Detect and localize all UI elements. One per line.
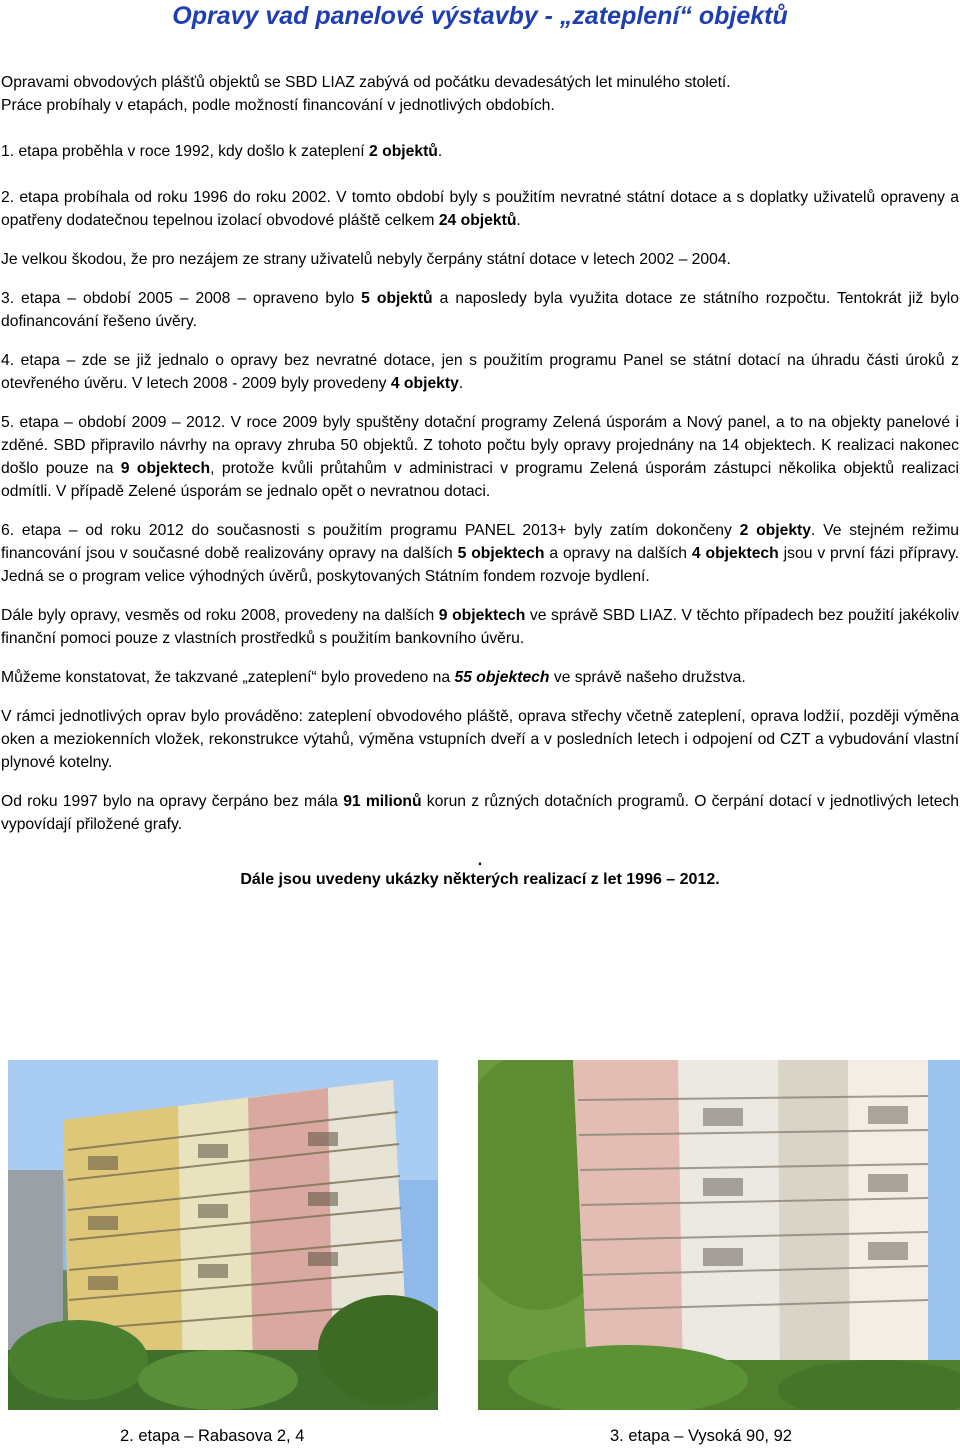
funding-paragraph <box>1 790 959 836</box>
etapa5-text: 5. etapa – období 2009 – 2012. V roce 2009 byly spuštěny dotační programy Zelená úsporám a Nový panel, a to na objekty panelové i zděné. SBD připravilo návrhy na opravy zhruba 50 objektů. Z tohoto počtu byly opravy projednány na 14 objektech. K realizaci nakonec došlo pouze na <box>1 414 959 477</box>
summary-count: 55 objektech <box>454 669 550 686</box>
photo-vysoka <box>478 1060 960 1410</box>
etapa4-end: . <box>458 375 464 392</box>
page-title: Opravy vad panelové výstavby - „zateplení“ objektů <box>172 2 788 30</box>
etapa6-count-ongoing: 5 objektech <box>457 545 545 562</box>
etapa3-count: 5 objektů <box>361 290 433 307</box>
loss-paragraph: Je velkou škodou, že pro nezájem ze strany uživatelů nebyly čerpány státní dotace v letech 2002 – 2004. <box>1 251 731 268</box>
etapa5-paragraph <box>1 411 959 503</box>
intro-paragraph <box>1 71 959 117</box>
etapa6-text-2: . Ve stejném režimu financování jsou v současné době realizovány opravy na dalších <box>1 522 959 562</box>
etapa6-paragraph <box>1 519 959 588</box>
funding-text: Od roku 1997 bylo na opravy čerpáno bez mála <box>1 793 344 810</box>
intro-line-1: Opravami obvodových plášťů objektů se SBD LIAZ zabývá od počátku devadesátých let minulého století. <box>1 74 731 91</box>
etapa3-end: a naposledy byla využita dotace ze státního rozpočtu. Tentokrát již bylo dofinancování řešeno úvěry. <box>1 290 959 330</box>
etapa1-paragraph <box>1 140 959 163</box>
etapa4-text: 4. etapa – zde se již jednalo o opravy bez nevratné dotace, jen s použitím programu Panel se státní dotací na úhradu části úroků z otevřeného úvěru. V letech 2008 - 2009 byly provedeny <box>1 352 959 392</box>
scope-paragraph: V rámci jednotlivých oprav bylo prováděno: zateplení obvodového pláště, oprava střechy včetně zateplení, oprava lodžií, později výměna oken a meziokenních vložek, rekonstrukce výtahů, výměna vstupních dveří a v posledních letech i odpojení od CZT a vybudování vlastní plynové kotelny. <box>1 708 959 771</box>
photo-rabasova-caption: 2. etapa – Rabasova 2, 4 <box>120 1427 305 1445</box>
etapa6-text: 6. etapa – od roku 2012 do současnosti s použitím programu PANEL 2013+ byly zatím dokončeny <box>1 522 740 539</box>
etapa4-paragraph <box>1 349 959 395</box>
photo-vysoka-caption: 3. etapa – Vysoká 90, 92 <box>610 1427 792 1445</box>
etapa4-count: 4 objekty <box>390 375 459 392</box>
etapa2-end: . <box>516 212 521 229</box>
further-text: Dále byly opravy, vesměs od roku 2008, provedeny na dalších <box>1 607 439 624</box>
etapa1-end: . <box>437 143 443 160</box>
etapa2-paragraph <box>1 186 959 232</box>
etapa3-paragraph <box>1 287 959 333</box>
intro-line-2: Práce probíhaly v etapách, podle možností financování v jednotlivých obdobích. <box>1 97 555 114</box>
further-count: 9 objektech <box>438 607 526 624</box>
separator-dot: . <box>477 852 483 869</box>
etapa3-text: 3. etapa – období 2005 – 2008 – opraveno bylo <box>1 290 362 307</box>
etapa5-count: 9 objektech <box>120 460 211 477</box>
etapa2-count: 24 objektů <box>438 212 517 229</box>
etapa2-text: 2. etapa probíhala od roku 1996 do roku 2002. V tomto období byly s použitím nevratné státní dotace a s doplatky uživatelů opraveny a opatřeny dodatečnou tepelnou izolací obvodové pláště celkem <box>1 189 959 229</box>
document-body <box>1 71 959 892</box>
etapa1-text: 1. etapa proběhla v roce 1992, kdy došlo k zateplení <box>1 143 370 160</box>
etapa6-count-prep: 4 objektech <box>691 545 779 562</box>
summary-paragraph <box>1 666 959 689</box>
further-end: ve správě SBD LIAZ. V těchto případech bez použití jakékoliv finanční pomoci pouze z vlastních prostředků s použitím bankovního úvěru. <box>1 607 960 647</box>
photo-rabasova <box>8 1060 438 1410</box>
funding-amount: 91 milionů <box>343 793 422 810</box>
examples-heading: Dále jsou uvedeny ukázky některých realizací z let 1996 – 2012. <box>240 871 720 888</box>
etapa6-text-3: a opravy na dalších <box>544 545 692 562</box>
etapa5-end: , protože kvůli průtahům v administraci v programu Zelená úsporám zástupci několika objektů realizaci odmítli. V případě Zelené úsporám se jednalo opět o nevratnou dotaci. <box>1 460 959 500</box>
funding-end: korun z různých dotačních programů. O čerpání dotací v jednotlivých letech vypovídají přiložené grafy. <box>1 793 959 833</box>
etapa1-count: 2 objektů <box>369 143 438 160</box>
further-paragraph <box>1 604 959 650</box>
etapa6-text-4: jsou v první fázi přípravy. Jedná se o program velice výhodných úvěrů, poskytovaných Státním fondem rozvoje bydlení. <box>1 545 960 585</box>
summary-end: ve správě našeho družstva. <box>549 669 746 686</box>
etapa6-count-done: 2 objekty <box>739 522 812 539</box>
summary-text: Můžeme konstatovat, že takzvané „zateplení“ bylo provedeno na <box>1 669 455 686</box>
